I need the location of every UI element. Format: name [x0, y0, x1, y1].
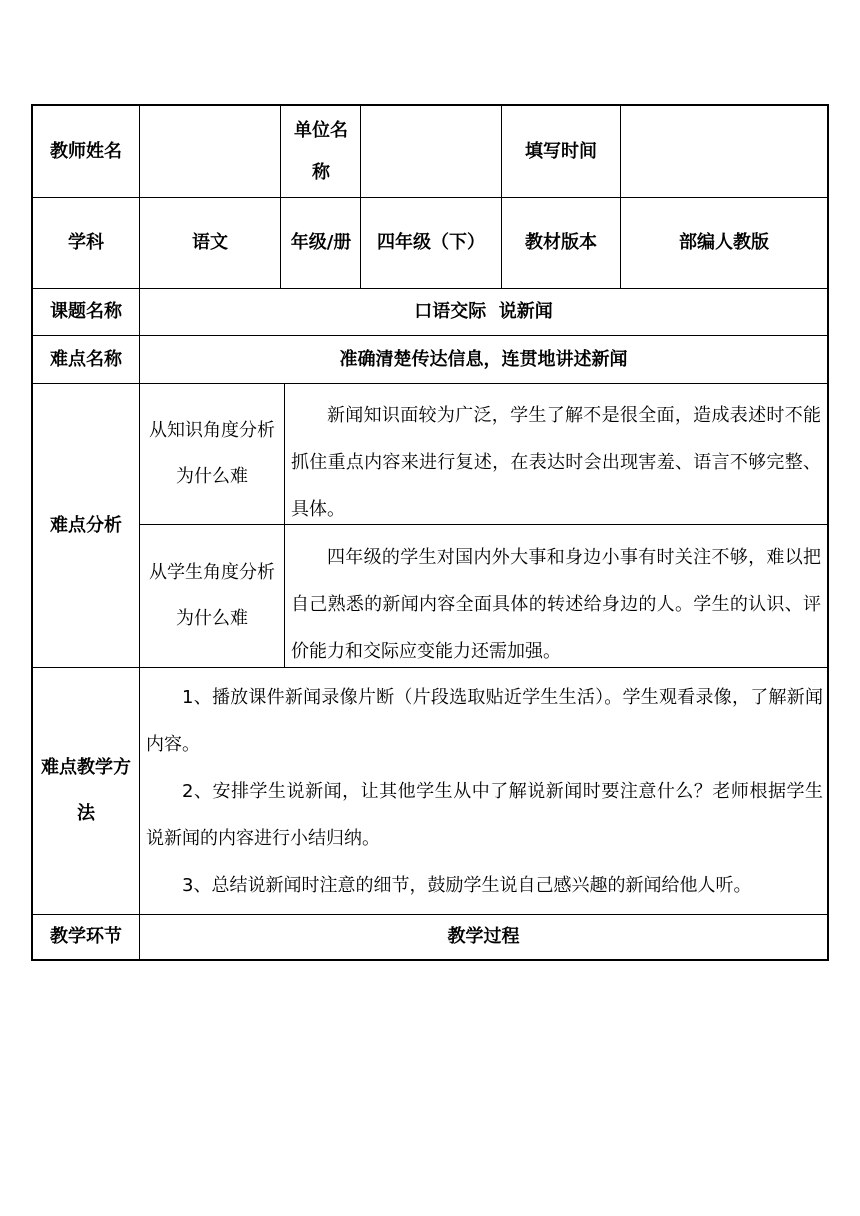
- teaching-stage-label: 教学环节: [50, 926, 122, 947]
- method-label: 难点教学方法: [41, 757, 131, 824]
- topic-label: 课题名称: [50, 301, 122, 322]
- difficulty-value: 准确清楚传达信息，连贯地讲述新闻: [339, 348, 628, 370]
- subject-label: 学科: [68, 232, 104, 253]
- student-angle-text: [291, 534, 821, 664]
- method-item-3: 3、总结说新闻时注意的细节，鼓励学生说自己感兴趣的新闻给他人听。: [182, 875, 752, 896]
- analysis-label: 难点分析: [50, 514, 122, 536]
- knowledge-angle-label: 从知识角度分析为什么难: [149, 420, 275, 487]
- difficulty-label: 难点名称: [50, 348, 122, 370]
- method-item-2: 2、安排学生说新闻，让其他学生从中了解说新闻时要注意什么？老师根据学生说新闻的内容进行小结归纳。: [146, 781, 823, 849]
- unit-name-value[interactable]: [361, 106, 501, 197]
- textbook-label: 教材版本: [525, 232, 597, 253]
- student-angle-label: 从学生角度分析为什么难: [149, 562, 275, 629]
- subject-value: 语文: [192, 232, 228, 253]
- method-item-1: 1、播放课件新闻录像片断（片段选取贴近学生生活）。学生观看录像，了解新闻内容。: [146, 687, 823, 755]
- textbook-value: 部编人教版: [679, 232, 769, 253]
- teacher-name-label: 教师姓名: [50, 140, 122, 162]
- teaching-process-header: 教学过程: [447, 926, 520, 947]
- grade-label: 年级/册: [290, 232, 352, 253]
- method-text: [146, 674, 823, 910]
- grade-value: 四年级（下）: [377, 232, 485, 253]
- unit-name-label: 单位名称: [294, 119, 348, 183]
- knowledge-angle-paragraph: 新闻知识面较为广泛，学生了解不是很全面，造成表述时不能抓住重点内容来进行复述，在表达时会出现害羞、语言不够完整、具体。: [291, 405, 821, 520]
- student-angle-paragraph: 四年级的学生对国内外大事和身边小事有时关注不够，难以把自己熟悉的新闻内容全面具体的转述给身边的人。学生的认识、评价能力和交际应变能力还需加强。: [291, 547, 821, 662]
- fill-time-label: 填写时间: [525, 140, 597, 162]
- knowledge-angle-text: [291, 392, 821, 522]
- fill-time-value[interactable]: [621, 106, 827, 197]
- teacher-name-value[interactable]: [140, 106, 280, 197]
- topic-value: 口语交际 说新闻: [414, 301, 553, 322]
- lesson-plan-table: [31, 104, 829, 961]
